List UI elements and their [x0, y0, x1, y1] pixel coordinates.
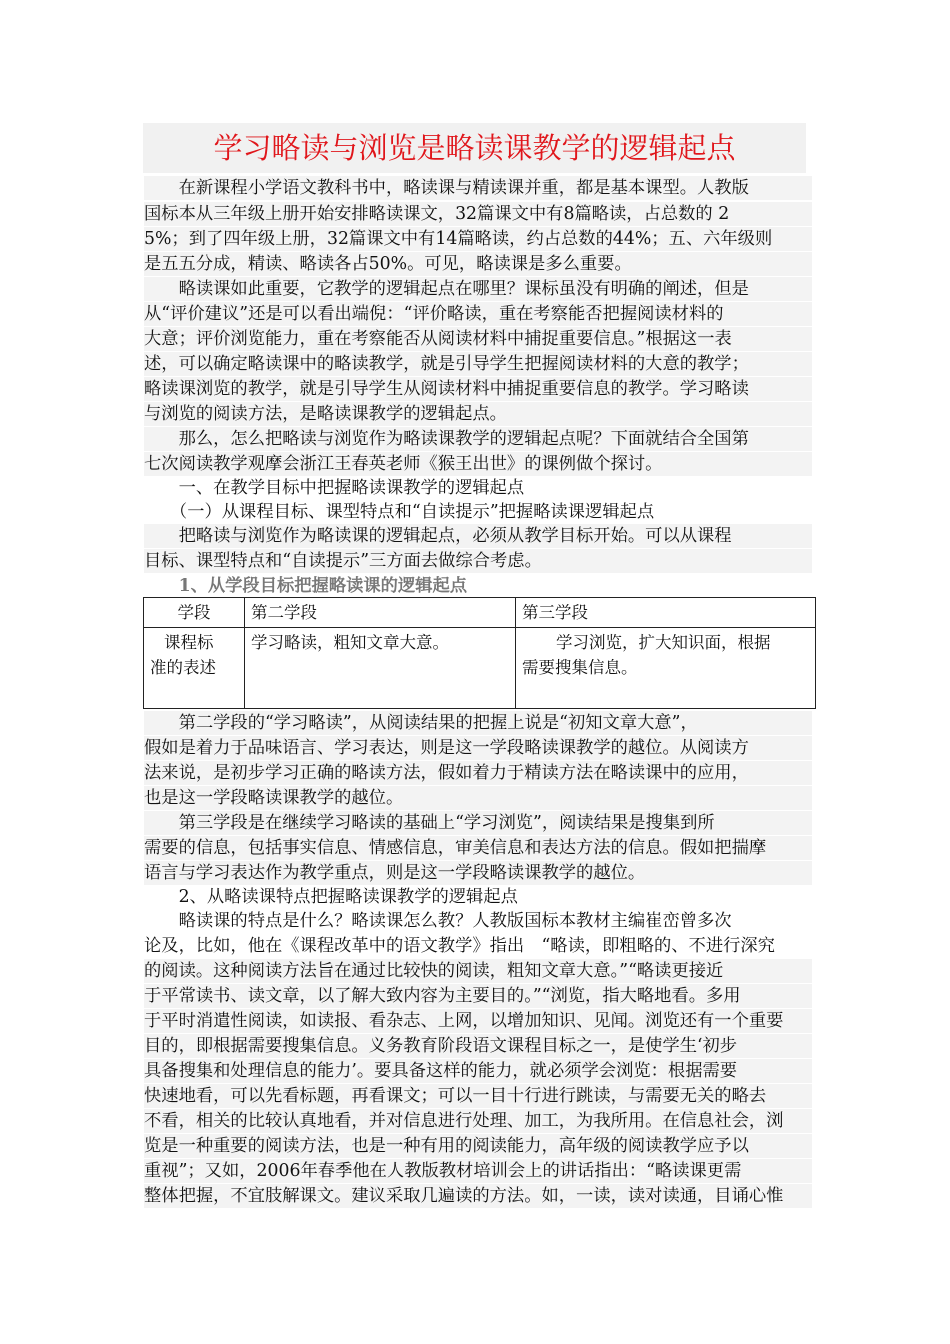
table-cell-stage2: 学习略读，粗知文章大意。: [245, 628, 516, 709]
table-header-cell: 第二学段: [245, 598, 516, 628]
paragraph-line: 重视”；又如，2006年春季他在人教版教材培训会上的讲话指出：“略读课更需: [144, 1159, 812, 1183]
table-header-cell: 第三学段: [516, 598, 816, 628]
paragraph-line: 于平时消遣性阅读，如读报、看杂志、上网，以增加知识、见闻。浏览还有一个重要: [144, 1009, 812, 1033]
paragraph-line: 不看，相关的比较认真地看，并对信息进行处理、加工，为我所用。在信息社会，浏: [144, 1109, 812, 1133]
paragraph-line: 第三学段是在继续学习略读的基础上“学习浏览”，阅读结果是搜集到所: [144, 811, 812, 835]
paragraph-line: 目标、课型特点和“自读提示”三方面去做综合考虑。: [144, 549, 812, 573]
paragraph-line: 国标本从三年级上册开始安排略读课文，32篇课文中有8篇略读，占总数的 2: [144, 202, 812, 226]
table-row-label: [144, 628, 245, 709]
paragraph-line: 具备搜集和处理信息的能力’。要具备这样的能力，就必须学会浏览：根据需要: [144, 1059, 812, 1083]
paragraph-line: 法来说，是初步学习正确的略读方法，假如着力于精读方法在略读课中的应用，: [144, 761, 812, 785]
paragraph-line: 在新课程小学语文教科书中，略读课与精读课并重，都是基本课型。人教版: [144, 176, 812, 200]
paragraph-line: 论及，比如，他在《课程改革中的语文教学》指出 “略读，即粗略的、不进行深究: [144, 936, 775, 956]
cell-line: 学习浏览，扩大知识面，根据: [556, 633, 771, 652]
paragraph-line: 快速地看，可以先看标题，再看课文；可以一目十行进行跳读，与需要无关的略去: [144, 1084, 812, 1108]
row-label-line: 课程标: [164, 633, 214, 652]
paragraph-line: 略读课的特点是什么？略读课怎么教？人教版国标本教材主编崔峦曾多次: [144, 911, 732, 931]
paragraph-line: 的阅读。这种阅读方法旨在通过比较快的阅读，粗知文章大意。”“略读更接近: [144, 959, 812, 983]
paragraph-line: 把略读与浏览作为略读课的逻辑起点，必须从教学目标开始。可以从课程: [144, 524, 812, 548]
paragraph-line: 大意；评价浏览能力，重在考察能否从阅读材料中捕捉重要信息。”根据这一表: [144, 327, 812, 351]
paragraph-line: 那么，怎么把略读与浏览作为略读课教学的逻辑起点呢？下面就结合全国第: [144, 427, 812, 451]
paragraph-line: 目的，即根据需要搜集信息。义务教育阶段语文课程目标之一，是使学生‘初步: [144, 1034, 812, 1058]
table-cell-stage3: [516, 628, 816, 709]
paragraph-line: 需要的信息，包括事实信息、情感信息，审美信息和表达方法的信息。假如把揣摩: [144, 836, 812, 860]
cell-line: 需要搜集信息。: [522, 658, 638, 677]
paragraph-line: 是五五分成，精读、略读各占50%。可见，略读课是多么重要。: [144, 252, 812, 276]
section-heading: 一、在教学目标中把握略读课教学的逻辑起点: [144, 478, 525, 498]
paragraph-line: 第二学段的“学习略读”，从阅读结果的把握上说是“初知文章大意”，: [144, 711, 812, 735]
paragraph-line: 述，可以确定略读课中的略读教学，就是引导学生把握阅读材料的大意的教学；: [144, 352, 812, 376]
paragraph-line: 略读课如此重要，它教学的逻辑起点在哪里？课标虽没有明确的阐述，但是: [144, 277, 812, 301]
paragraph-line: 也是这一学段略读课教学的越位。: [144, 786, 812, 810]
document-title: 学习略读与浏览是略读课教学的逻辑起点: [213, 131, 736, 165]
paragraph-line: 整体把握，不宜肢解课文。建议采取几遍读的方法。如，一读，读对读通，目诵心惟: [144, 1184, 812, 1208]
paragraph-line: 与浏览的阅读方法，是略读课教学的逻辑起点。: [144, 402, 812, 426]
paragraph-line: 览是一种重要的阅读方法，也是一种有用的阅读能力，高年级的阅读教学应予以: [144, 1134, 812, 1158]
paragraph-line: 5%；到了四年级上册，32篇课文中有14篇略读，约占总数的44%；五、六年级则: [144, 227, 812, 251]
subsection-heading: 1、从学段目标把握略读课的逻辑起点: [144, 576, 468, 596]
paragraph-line: 假如是着力于品味语言、学习表达，则是这一学段略读课教学的越位。从阅读方: [144, 736, 812, 760]
paragraph-line: 从“评价建议”还是可以看出端倪：“评价略读，重在考察能否把握阅读材料的: [144, 302, 812, 326]
paragraph-line: 七次阅读教学观摩会浙江王春英老师《猴王出世》的课例做个探讨。: [144, 452, 812, 476]
paragraph-line: 略读课浏览的教学，就是引导学生从阅读材料中捕捉重要信息的教学。学习略读: [144, 377, 812, 401]
table-header-cell: 学段: [144, 598, 245, 628]
table-row: [144, 628, 816, 709]
row-label-line: 准的表述: [150, 658, 216, 677]
subsection-heading: 2、从略读课特点把握略读课教学的逻辑起点: [144, 887, 518, 907]
paragraph-line: 于平常读书、读文章，以了解大致内容为主要目的。”“浏览，指大略地看。多用: [144, 984, 812, 1008]
paragraph-line: 语言与学习表达作为教学重点，则是这一学段略读课教学的越位。: [144, 861, 812, 885]
stage-goals-table: [143, 597, 816, 709]
subsection-heading: （一）从课程目标、课型特点和“自读提示”把握略读课逻辑起点: [144, 502, 655, 522]
table-header-row: [144, 598, 816, 628]
